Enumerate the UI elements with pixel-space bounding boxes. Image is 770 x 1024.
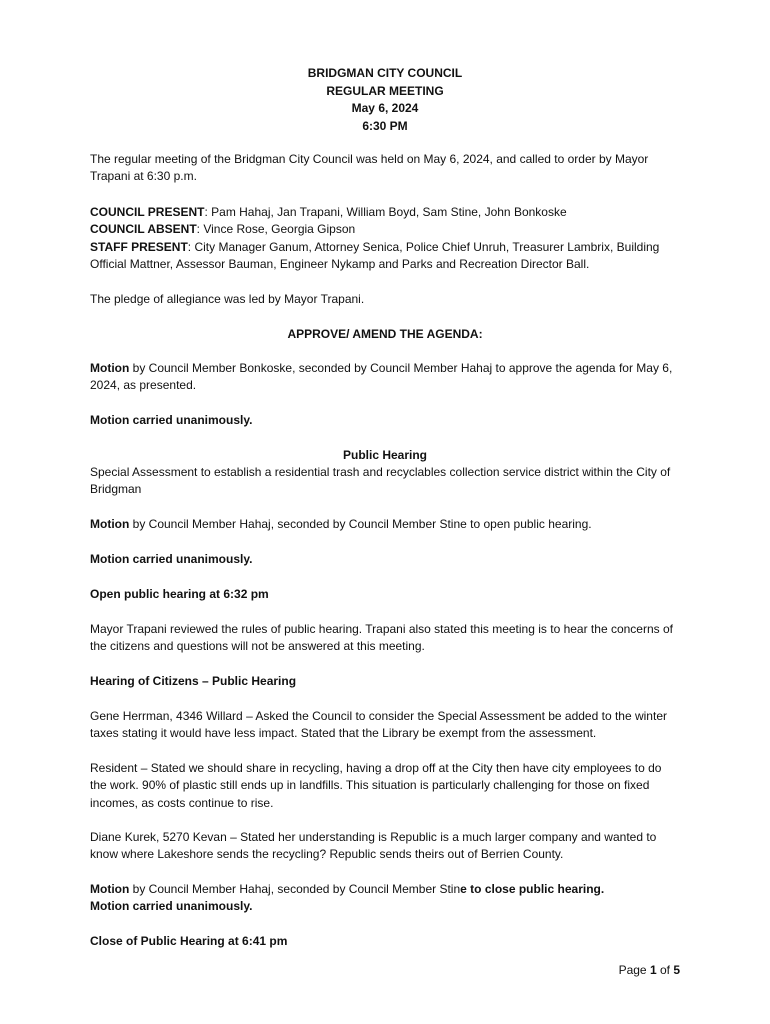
motion-approve-agenda (90, 360, 680, 395)
pledge-paragraph: The pledge of allegiance was led by Mayor Trapani. (90, 292, 365, 306)
public-hearing-heading: Public Hearing (342, 448, 428, 462)
motion-carried-2: Motion carried unanimously. (90, 552, 253, 566)
motion-text-bold-tail: e to close public hearing. (460, 882, 605, 896)
header-council-name: BRIDGMAN CITY COUNCIL (307, 66, 463, 80)
citizen-comment-3: Diane Kurek, 5270 Kevan – Stated her understanding is Republic is a much larger company and wanted to know where Lakeshore sends the recycling? Republic sends theirs out of Berrien County. (90, 830, 657, 862)
close-hearing-time: Close of Public Hearing at 6:41 pm (90, 934, 288, 948)
council-absent-label: COUNCIL ABSENT (90, 222, 197, 237)
header-meeting-type: REGULAR MEETING (326, 83, 444, 98)
motion-open-hearing (90, 516, 680, 533)
page-total: 5 (673, 963, 680, 977)
page-word: Page (618, 963, 650, 977)
intro-paragraph: The regular meeting of the Bridgman City Council was held on May 6, 2024, and called to order by Mayor Trapani at 6:30 p.m. (90, 152, 649, 184)
motion-label: Motion (90, 517, 130, 531)
motion-label: Motion (90, 361, 130, 375)
page-footer (619, 962, 680, 979)
attendance-section (90, 204, 680, 274)
motion-carried-3: Motion carried unanimously. (90, 899, 253, 913)
motion-text: by Council Member Hahaj, seconded by Council Member Stine to open public hearing. (129, 517, 592, 531)
staff-present-names: : City Manager Ganum, Attorney Senica, Police Chief Unruh, Treasurer Lambrix, Building Official Mattner, Assessor Bauman, Engineer Nykamp and Parks and Recreation Director Ball. (90, 239, 660, 272)
public-hearing-description: Special Assessment to establish a residential trash and recyclables collection service district within the City of Bridgman (90, 465, 671, 497)
citizen-comment-2: Resident – Stated we should share in recycling, having a drop off at the City then have city employees to do the work. 90% of plastic still ends up in landfills. This situation is particularly challenging for those on fixed incomes, as costs continue to rise. (90, 761, 662, 810)
staff-present-label: STAFF PRESENT (90, 239, 188, 254)
motion-close-hearing (90, 881, 680, 898)
council-present-label: COUNCIL PRESENT (90, 205, 205, 219)
header-time: 6:30 PM (362, 118, 408, 133)
motion-carried-1: Motion carried unanimously. (90, 413, 253, 427)
citizen-comment-1: Gene Herrman, 4346 Willard – Asked the Council to consider the Special Assessment be added to the winter taxes stating it would have less impact. Stated that the Library be exempt from the assessment. (90, 709, 667, 741)
motion-text: by Council Member Bonkoske, seconded by Council Member Hahaj to approve the agenda for May 6, 2024, as presented. (90, 361, 673, 393)
agenda-heading: APPROVE/ AMEND THE AGENDA: (287, 327, 483, 341)
council-absent-names: : Vince Rose, Georgia Gipson (196, 222, 356, 237)
council-present-line (90, 204, 680, 221)
of-word: of (656, 963, 674, 977)
council-absent-line (90, 221, 680, 238)
meeting-header (0, 65, 770, 135)
page-number: 1 (649, 963, 657, 977)
citizens-heading: Hearing of Citizens – Public Hearing (90, 674, 297, 688)
open-hearing-time: Open public hearing at 6:32 pm (90, 587, 269, 601)
mayor-review-paragraph: Mayor Trapani reviewed the rules of public hearing. Trapani also stated this meeting is to hear the concerns of the citizens and questions will not be answered at this meeting. (90, 622, 673, 654)
staff-present-line (90, 239, 680, 274)
motion-label: Motion (90, 882, 130, 896)
header-date: May 6, 2024 (351, 101, 419, 115)
council-present-names: : Pam Hahaj, Jan Trapani, William Boyd, Sam Stine, John Bonkoske (204, 205, 567, 219)
motion-text: by Council Member Hahaj, seconded by Council Member Stin (129, 882, 461, 896)
